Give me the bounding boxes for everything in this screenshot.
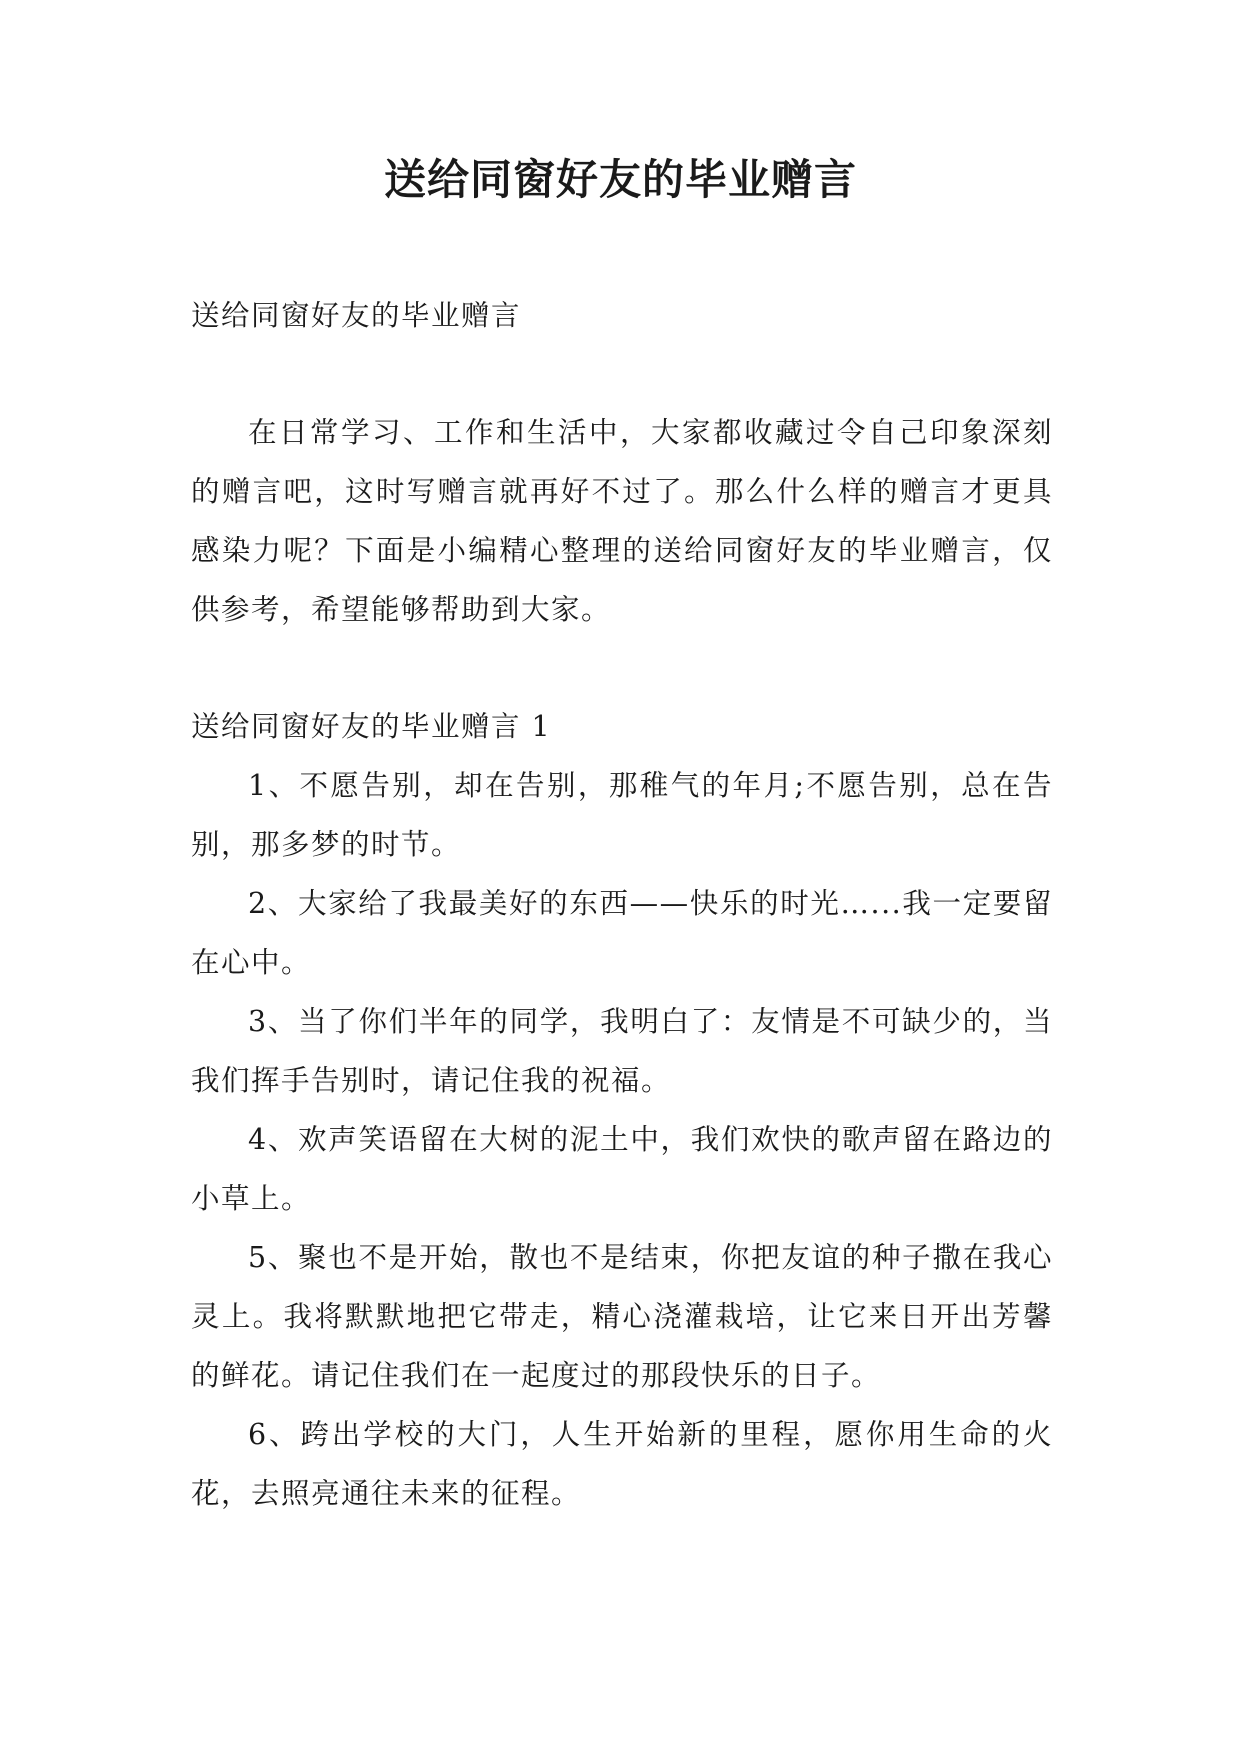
document-subtitle: 送给同窗好友的毕业赠言 xyxy=(191,299,522,332)
list-item: 4、欢声笑语留在大树的泥土中，我们欢快的歌声留在路边的小草上。 xyxy=(191,1123,1053,1215)
document-body xyxy=(191,286,1053,1523)
list-item: 3、当了你们半年的同学，我明白了：友情是不可缺少的，当我们挥手告别时，请记住我的祝福。 xyxy=(191,1005,1053,1097)
section-heading: 送给同窗好友的毕业赠言 1 xyxy=(191,710,552,743)
list-item: 2、大家给了我最美好的东西——快乐的时光…...我一定要留在心中。 xyxy=(191,887,1053,979)
list-item: 6、跨出学校的大门，人生开始新的里程，愿你用生命的火花，去照亮通往未来的征程。 xyxy=(191,1418,1053,1510)
list-item: 5、聚也不是开始，散也不是结束，你把友谊的种子撒在我心灵上。我将默默地把它带走，精心浇灌栽培，让它来日开出芳馨的鲜花。请记住我们在一起度过的那段快乐的日子。 xyxy=(191,1241,1053,1392)
intro-paragraph: 在日常学习、工作和生活中，大家都收藏过令自己印象深刻的赠言吧，这时写赠言就再好不过了。那么什么样的赠言才更具感染力呢？下面是小编精心整理的送给同窗好友的毕业赠言，仅供参考，希望能够帮助到大家。 xyxy=(191,416,1053,626)
document-title: 送给同窗好友的毕业赠言 xyxy=(383,155,857,204)
list-item: 1、不愿告别，却在告别，那稚气的年月;不愿告别，总在告别，那多梦的时节。 xyxy=(191,769,1053,861)
